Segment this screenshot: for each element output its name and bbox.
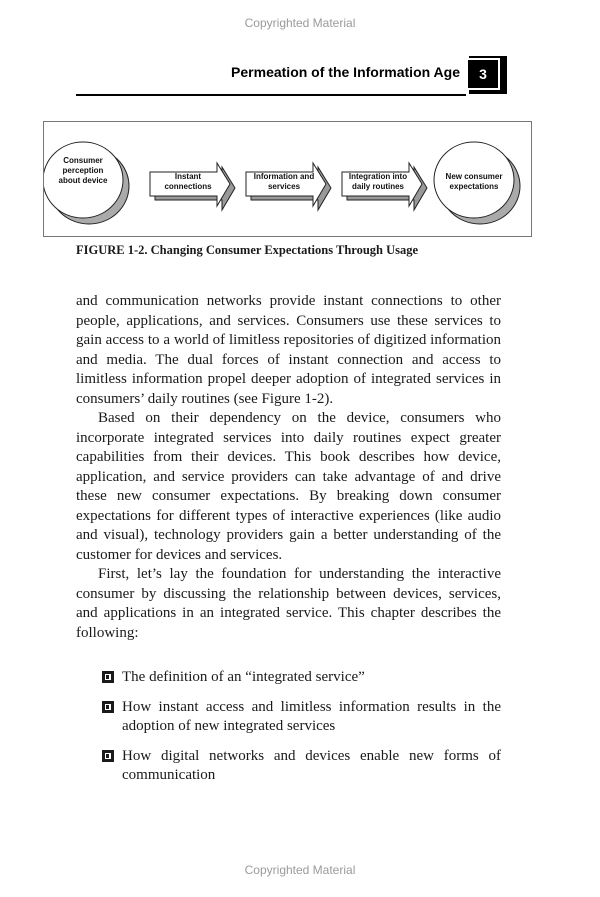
bullet-box-icon [100,668,122,687]
watermark-top: Copyrighted Material [244,16,356,30]
list-item [100,698,501,737]
node-4-line-1: expectations [449,182,499,191]
list-item-text: How digital networks and devices enable new forms of communication [122,747,501,783]
bullet-box-icon [100,698,122,717]
node-2-line-1: services [267,182,301,191]
list-item [100,668,501,688]
diagram-svg [44,122,533,238]
node-0-line-2: about device [58,176,108,185]
paragraph-1: and communication networks provide instant connections to other people, applications, and services. Consumers use these services to gain access to a world of limitless repositories of digitized information and media. The dual forces of instant connection and access to limitless information propel deeper adoption of integrated services in consumers’ daily routines (see Figure 1-2). [76,293,501,407]
list-item [100,747,501,786]
figure-caption: FIGURE 1-2. Changing Consumer Expectations Through Usage [76,243,419,257]
node-0-line-0: Consumer [63,156,103,165]
body-text [76,292,501,643]
bullet-list [100,668,501,796]
header-rule [76,94,466,96]
running-head: Permeation of the Information Age [231,64,460,80]
node-0-line-1: perception [62,166,104,175]
node-3-line-0: Integration into [348,172,408,181]
list-item-text: The definition of an “integrated service” [122,669,365,685]
node-3-line-1: daily routines [351,182,405,191]
node-4-line-0: New consumer [445,172,503,181]
node-1-line-0: Instant [174,172,202,181]
bullet-box-icon [100,747,122,766]
node-1-line-1: connections [164,182,212,191]
page-number: 3 [466,58,500,90]
list-item-text: How instant access and limitless information results in the adoption of new integrated services [122,698,501,734]
figure-diagram [43,121,532,237]
watermark-bottom: Copyrighted Material [244,863,356,877]
paragraph-2: Based on their dependency on the device, consumers who incorporate integrated services into daily routines expect greater capabilities from their devices. This book describes how device, application, and service providers can take advantage of and drive these new consumer expectations. By breaking down consumer expectations for different types of interactive experiences (like audio and visual), technology providers gain a better understanding of the customer for devices and services. [76,410,501,563]
node-2-line-0: Information and [253,172,315,181]
paragraph-3: First, let’s lay the foundation for understanding the interactive consumer by discussing the relationship between devices, services, and applications in an integrated service. This chapter describes the following: [76,566,501,641]
